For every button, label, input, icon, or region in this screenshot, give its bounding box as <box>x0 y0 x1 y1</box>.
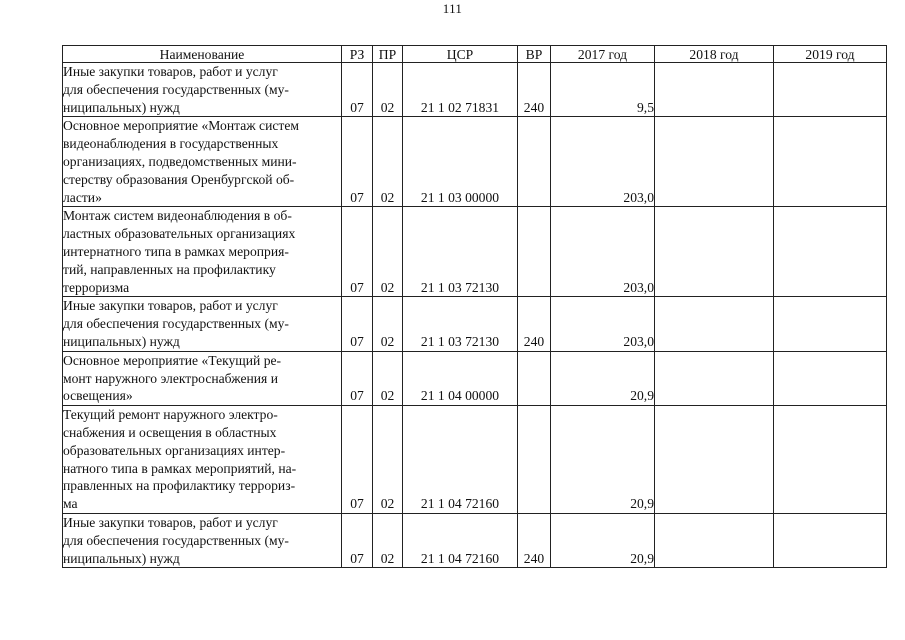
table-row <box>63 297 887 351</box>
table-row <box>63 513 887 567</box>
row-pr-cell: 02 <box>373 351 403 405</box>
row-rz-cell: 07 <box>342 351 373 405</box>
row-vr-cell <box>518 207 551 297</box>
row-name-line: для обеспечения государственных (му- <box>63 316 289 332</box>
row-name-line: монт наружного электроснабжения и <box>63 370 278 386</box>
row-name-line: правленных на профилактику террориз- <box>63 478 296 494</box>
row-csr-cell: 21 1 03 72130 <box>403 297 518 351</box>
row-name-line: ласти» <box>63 189 102 205</box>
row-name-line: для обеспечения государственных (му- <box>63 532 289 548</box>
row-name-cell <box>63 297 342 351</box>
row-2018-cell <box>655 297 774 351</box>
row-2017-cell: 9,5 <box>551 63 655 117</box>
row-name-cell <box>63 351 342 405</box>
row-2019-cell <box>774 63 887 117</box>
row-2018-cell <box>655 513 774 567</box>
header-rz: РЗ <box>342 46 373 63</box>
row-rz-cell: 07 <box>342 406 373 514</box>
row-pr-cell: 02 <box>373 406 403 514</box>
row-vr-cell <box>518 117 551 207</box>
row-csr-cell: 21 1 04 00000 <box>403 351 518 405</box>
row-2017-cell: 203,0 <box>551 297 655 351</box>
header-2019: 2019 год <box>774 46 887 63</box>
row-name-line: для обеспечения государственных (му- <box>63 81 289 97</box>
row-name-line: Основное мероприятие «Текущий ре- <box>63 352 282 368</box>
row-csr-cell: 21 1 02 71831 <box>403 63 518 117</box>
row-2019-cell <box>774 297 887 351</box>
row-rz-cell: 07 <box>342 297 373 351</box>
row-name-cell <box>63 406 342 514</box>
header-2018: 2018 год <box>655 46 774 63</box>
row-name-line: Иные закупки товаров, работ и услуг <box>63 298 278 314</box>
row-csr-cell: 21 1 04 72160 <box>403 513 518 567</box>
row-2018-cell <box>655 351 774 405</box>
row-csr-cell: 21 1 03 72130 <box>403 207 518 297</box>
row-2019-cell <box>774 207 887 297</box>
row-name-line: тий, направленных на профилактику <box>63 261 276 277</box>
header-row <box>63 46 887 63</box>
row-name-line: ниципальных) нужд <box>63 550 180 566</box>
table-row <box>63 63 887 117</box>
row-name-line: образовательных организациях интер- <box>63 442 286 458</box>
row-2019-cell <box>774 351 887 405</box>
row-name-line: терроризма <box>63 279 130 295</box>
row-name-line: видеонаблюдения в государственных <box>63 136 279 152</box>
row-vr-cell: 240 <box>518 63 551 117</box>
row-2017-cell: 20,9 <box>551 513 655 567</box>
row-name-cell <box>63 63 342 117</box>
row-pr-cell: 02 <box>373 117 403 207</box>
row-vr-cell: 240 <box>518 297 551 351</box>
row-csr-cell: 21 1 04 72160 <box>403 406 518 514</box>
row-2017-cell: 20,9 <box>551 351 655 405</box>
row-name-line: ниципальных) нужд <box>63 99 180 115</box>
header-name: Наименование <box>63 46 342 63</box>
row-pr-cell: 02 <box>373 513 403 567</box>
table-row <box>63 117 887 207</box>
header-pr: ПР <box>373 46 403 63</box>
header-vr: ВР <box>518 46 551 63</box>
row-name-line: ниципальных) нужд <box>63 333 180 349</box>
row-csr-cell: 21 1 03 00000 <box>403 117 518 207</box>
budget-table <box>62 45 887 568</box>
row-vr-cell: 240 <box>518 513 551 567</box>
header-csr: ЦСР <box>403 46 518 63</box>
row-name-line: стерству образования Оренбургской об- <box>63 171 295 187</box>
row-name-line: ма <box>63 496 78 512</box>
row-2018-cell <box>655 117 774 207</box>
row-name-line: натного типа в рамках мероприятий, на- <box>63 460 297 476</box>
row-name-cell <box>63 207 342 297</box>
row-name-line: ластных образовательных организациях <box>63 226 296 242</box>
row-vr-cell <box>518 351 551 405</box>
row-name-cell <box>63 513 342 567</box>
row-name-line: Монтаж систем видеонаблюдения в об- <box>63 208 292 224</box>
row-2017-cell: 203,0 <box>551 117 655 207</box>
row-name-line: освещения» <box>63 388 133 404</box>
row-name-line: организациях, подведомственных мини- <box>63 153 297 169</box>
row-name-line: интернатного типа в рамках мероприя- <box>63 243 289 259</box>
row-rz-cell: 07 <box>342 207 373 297</box>
row-name-line: снабжения и освещения в областных <box>63 424 277 440</box>
row-2019-cell <box>774 513 887 567</box>
row-2017-cell: 20,9 <box>551 406 655 514</box>
table-row <box>63 406 887 514</box>
table-row <box>63 207 887 297</box>
row-2019-cell <box>774 406 887 514</box>
row-name-line: Иные закупки товаров, работ и услуг <box>63 514 278 530</box>
table-row <box>63 351 887 405</box>
row-pr-cell: 02 <box>373 207 403 297</box>
row-name-line: Иные закупки товаров, работ и услуг <box>63 64 278 79</box>
row-pr-cell: 02 <box>373 63 403 117</box>
row-vr-cell <box>518 406 551 514</box>
row-pr-cell: 02 <box>373 297 403 351</box>
row-2018-cell <box>655 207 774 297</box>
row-2019-cell <box>774 117 887 207</box>
page-number: 111 <box>442 1 463 16</box>
header-2017: 2017 год <box>551 46 655 63</box>
row-rz-cell: 07 <box>342 513 373 567</box>
row-name-cell <box>63 117 342 207</box>
row-rz-cell: 07 <box>342 117 373 207</box>
row-rz-cell: 07 <box>342 63 373 117</box>
row-2017-cell: 203,0 <box>551 207 655 297</box>
row-name-line: Текущий ремонт наружного электро- <box>63 407 278 423</box>
table-body <box>63 63 887 568</box>
row-2018-cell <box>655 406 774 514</box>
row-2018-cell <box>655 63 774 117</box>
row-name-line: Основное мероприятие «Монтаж систем <box>63 118 299 134</box>
